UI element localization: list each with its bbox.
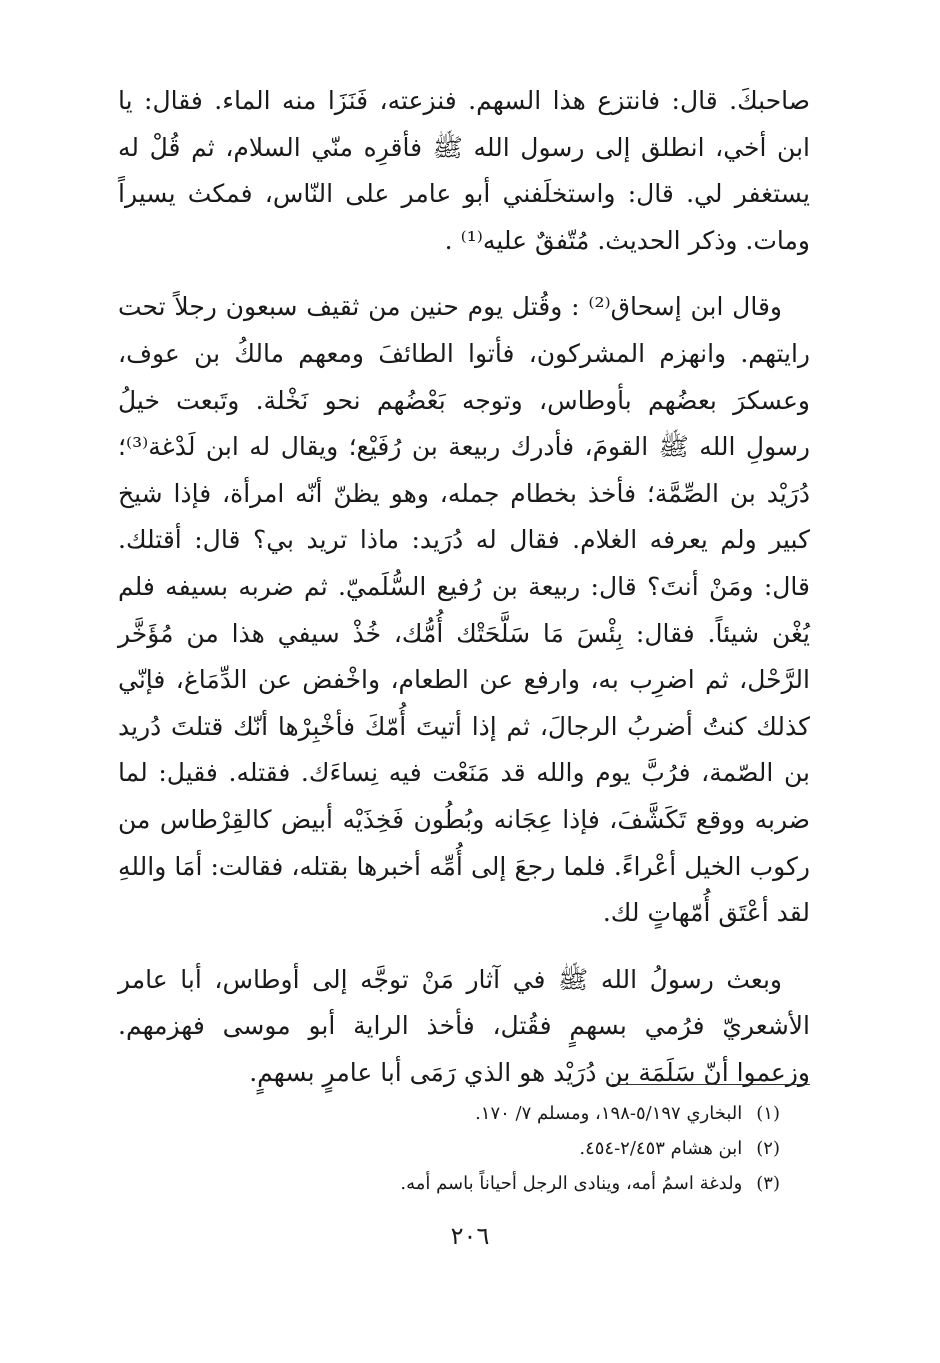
footnote-3-number: (٣): [756, 1173, 780, 1194]
footnote-1-text: البخاري ٥/١٩٧-١٩٨، ومسلم ٧/ ١٧٠.: [475, 1103, 743, 1124]
footnote-1: [300, 1096, 780, 1131]
page-body: [118, 78, 810, 1116]
paragraph-1: صاحبكَ. قال: فانتزع هذا السهم. فنزعته، فَنَزَا منه الماء. فقال: يا ابن أخي، انطلق إلى رسول الله ﷺ فأقرِه منّي السلام، ثم قُلْ له يستغفر لي. قال: واستخلَفني أبو عامر على النّاس، فمكث يسيراً ومات. وذكر الحديث. مُتّفقٌ عليه⁽¹⁾ .: [118, 86, 810, 255]
footnote-3-text: ولدغة اسمُ أمه، وينادى الرجل أحياناً باسم أمه.: [400, 1173, 743, 1194]
paragraph-2: وقال ابن إسحاق⁽²⁾ : وقُتل يوم حنين من ثقيف سبعون رجلاً تحت رايتهم. وانهزم المشركون، فأتوا الطائفَ ومعهم مالكُ بن عوف، وعسكرَ بعضُهم بأوطاس، وتوجه بَعْضُهم نحو نَخْلة. وتَبعت خيلُ رسولِ الله ﷺ القومَ، فأدرك ربيعة بن رُفَيْع؛ ويقال له ابن لَدْغة⁽³⁾؛ دُرَيْد بن الصِّمَّة؛ فأخذ بخطام جمله، وهو يظنّ أنّه امرأة، فإذا شيخ كبير ولم يعرفه الغلام. فقال له دُرَيد: ماذا تريد بي؟ قال: أقتلك. قال: ومَنْ أنتَ؟ قال: ربيعة بن رُفيع السُّلَميّ. ثم ضربه بسيفه فلم يُغْن شيئاً. فقال: بِئْسَ مَا سَلَّحَتْك أُمُّك، خُذْ سيفي هذا من مُؤَخَّر الرَّحْل، ثم اضرِب به، وارفع عن الطعام، واخْفض عن الدِّمَاغ، فإنّي كذلك كنتُ أضربُ الرجالَ، ثم إذا أتيتَ أُمّكَ فأخْبِرْها أنّك قتلتَ دُريد بن الصّمة، فرُبَّ يوم والله قد مَنَعْت فيه نِساءَك. فقتله. فقيل: لما ضربه ووقع تَكَشَّفَ، فإذا عِجَانه وبُطُون فَخِذَيْه أبيض كالقِرْطاس من ركوب الخيل أعْراءً. فلما رجعَ إلى أُمِّه أخبرها بقتله، فقالت: أمَا واللهِ لقد أعْتَق أُمّهاتٍ لك.: [118, 292, 811, 928]
footnotes: [300, 1096, 780, 1201]
footnote-2: [300, 1131, 780, 1166]
footnote-2-number: (٢): [756, 1138, 780, 1159]
footnote-3: [300, 1166, 780, 1201]
paragraph-3: وبعث رسولُ الله ﷺ في آثار مَنْ توجَّه إلى أوطاس، أبا عامر الأشعريّ فرُمي بسهمٍ فقُتل، فأخذ الراية أبو موسى فهزمهم. وزعموا أنّ سَلَمَة بن دُرَيْد هو الذي رَمَى أبا عامرٍ بسهمٍ.: [118, 964, 810, 1087]
page-number: ٢٠٦: [450, 1222, 490, 1250]
footnote-1-number: (١): [756, 1103, 780, 1124]
footnote-2-text: ابن هشام ٢/٤٥٣-٤٥٤.: [579, 1138, 743, 1159]
footnote-divider: [612, 1084, 810, 1085]
